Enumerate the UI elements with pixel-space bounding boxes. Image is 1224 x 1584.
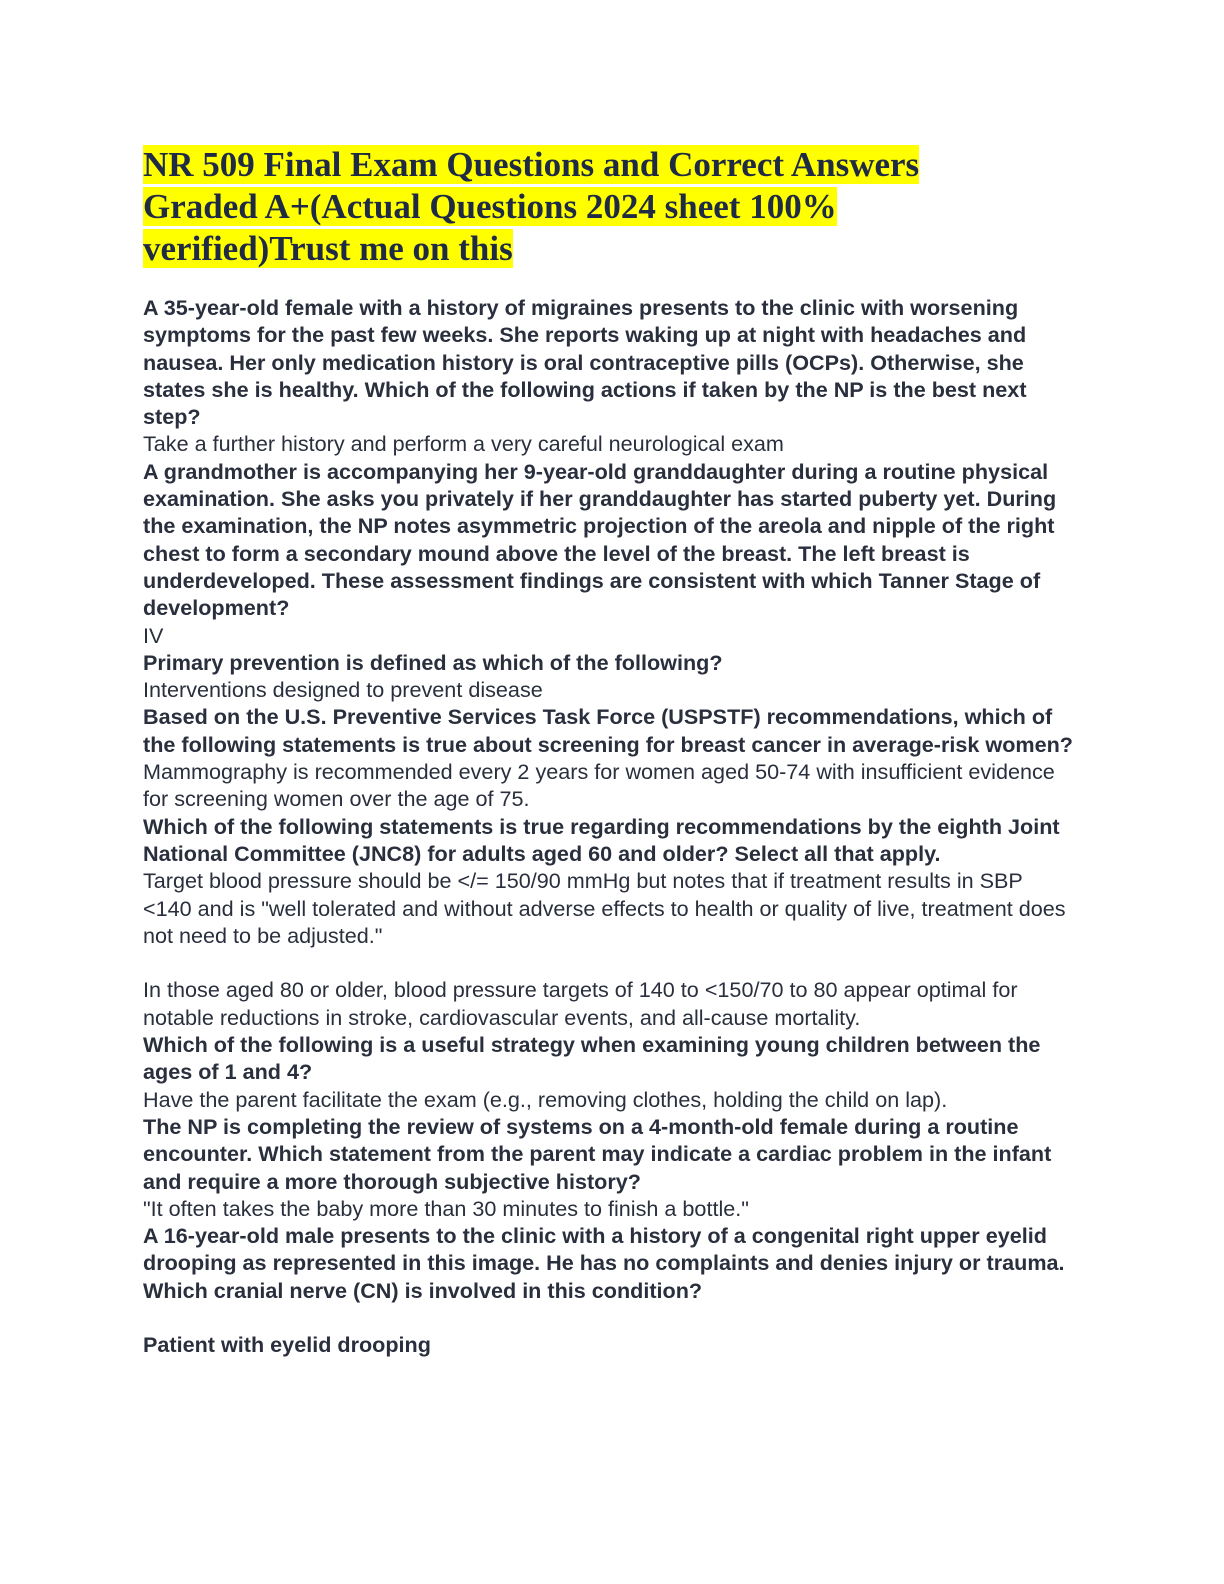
question: Which of the following is a useful strategy when examining young children between the ages of 1 and 4? xyxy=(143,1032,1041,1085)
question: Based on the U.S. Preventive Services Task Force (USPSTF) recommendations, which of the following statements is true about screening for breast cancer in average-risk women? xyxy=(143,704,1073,757)
title-line: verified)Trust me on this xyxy=(143,229,513,268)
blank-line xyxy=(143,949,1073,976)
question: A grandmother is accompanying her 9-year-old granddaughter during a routine physical examination. She asks you privately if her granddaughter has started puberty yet. During the examination, the NP notes asymmetric projection of the areola and nipple of the right chest to form a secondary mound above the level of the breast. The left breast is underdeveloped. These assessment findings are consistent with which Tanner Stage of development? xyxy=(143,458,1057,621)
question-answer-list xyxy=(143,294,1073,1359)
question: A 16-year-old male presents to the clinic with a history of a congenital right upper eyelid drooping as represented in this image. He has no complaints and denies injury or trauma. Which cranial nerve (CN) is involved in this condition? xyxy=(143,1223,1065,1303)
question: Primary prevention is defined as which of the following? xyxy=(143,649,723,675)
document-page xyxy=(143,144,1073,1359)
answer: Have the parent facilitate the exam (e.g., removing clothes, holding the child on lap). xyxy=(143,1086,948,1112)
question: A 35-year-old female with a history of migraines presents to the clinic with worsening symptoms for the past few weeks. She reports waking up at night with headaches and nausea. Her only medication history is oral contraceptive pills (OCPs). Otherwise, she states she is healthy. Which of the following actions if taken by the NP is the best next step? xyxy=(143,295,1027,430)
answer: Take a further history and perform a very careful neurological exam xyxy=(143,431,784,457)
blank-line xyxy=(143,1304,1073,1331)
title-line: NR 509 Final Exam Questions and Correct Answers xyxy=(143,145,920,184)
title-line: Graded A+(Actual Questions 2024 sheet 100% xyxy=(143,187,837,226)
answer: Target blood pressure should be </= 150/90 mmHg but notes that if treatment results in SBP <140 and is "well tolerated and without adverse effects to health or quality of live, treatment does not need to be adjusted." xyxy=(143,868,1066,948)
answer: "It often takes the baby more than 30 minutes to finish a bottle." xyxy=(143,1195,749,1221)
image-caption: Patient with eyelid drooping xyxy=(143,1332,431,1358)
answer: In those aged 80 or older, blood pressure targets of 140 to <150/70 to 80 appear optimal for notable reductions in stroke, cardiovascular events, and all-cause mortality. xyxy=(143,977,1018,1030)
document-title xyxy=(143,144,1073,270)
answer: IV xyxy=(143,622,164,648)
answer: Mammography is recommended every 2 years for women aged 50-74 with insufficient evidence for screening women over the age of 75. xyxy=(143,759,1055,812)
question: The NP is completing the review of systems on a 4-month-old female during a routine encounter. Which statement from the parent may indicate a cardiac problem in the infant and require a more thorough subjective history? xyxy=(143,1113,1052,1194)
answer: Interventions designed to prevent disease xyxy=(143,677,543,703)
question: Which of the following statements is true regarding recommendations by the eighth Joint National Committee (JNC8) for adults aged 60 and older? Select all that apply. xyxy=(143,813,1060,866)
